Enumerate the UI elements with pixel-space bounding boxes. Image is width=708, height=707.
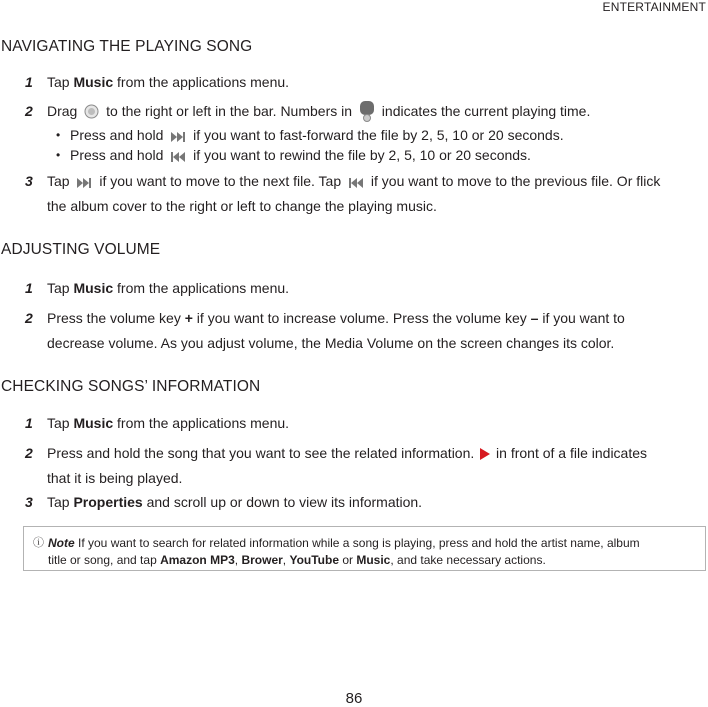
section-title-adjusting-volume: ADJUSTING VOLUME — [1, 241, 161, 258]
brower-option: Brower — [241, 553, 283, 567]
note-box — [23, 526, 706, 571]
step-text: Drag to the right or left in the bar. Numbers in indicates the current playing time. — [47, 99, 697, 124]
step-text: Tap Music from the applications menu. — [47, 415, 290, 431]
step-item — [0, 169, 700, 219]
section-header-label: ENTERTAINMENT — [602, 0, 706, 14]
music-menu-label: Music — [73, 280, 114, 296]
info-icon: ⓘ — [33, 537, 44, 549]
music-option: Music — [356, 553, 391, 567]
volume-down-symbol: – — [530, 310, 539, 326]
properties-menu-label: Properties — [73, 494, 143, 510]
step-number: 1 — [25, 280, 33, 296]
step-text: Press and hold the song that you want to see the related information. in front of a file indicates that it is being played. — [47, 445, 648, 486]
section-title-checking-songs: CHECKING SONGS’ INFORMATION — [1, 378, 261, 395]
progress-handle-icon — [84, 104, 99, 119]
playing-time-bubble-icon — [359, 100, 375, 122]
step-number: 3 — [25, 173, 33, 189]
section-title-navigating: NAVIGATING THE PLAYING SONG — [1, 38, 253, 55]
music-menu-label: Music — [73, 74, 114, 90]
next-track-icon — [76, 177, 92, 189]
volume-up-symbol: + — [184, 310, 193, 326]
fast-forward-icon — [170, 131, 186, 143]
bullet-dot: • — [56, 128, 61, 142]
bullet-dot: • — [56, 148, 61, 162]
youtube-option: YouTube — [289, 553, 339, 567]
step-number: 2 — [25, 310, 33, 326]
step-item — [0, 441, 700, 491]
step-number: 2 — [25, 445, 33, 461]
amazon-mp3-option: Amazon MP3 — [160, 553, 235, 567]
note-label: Note — [48, 536, 75, 550]
step-text: Press the volume key + if you want to increase volume. Press the volume key – if you want to decrease volume. As you adjust volume, the Media Volume on the screen changes its color. — [47, 310, 625, 351]
step-text: Tap Music from the applications menu. — [47, 74, 290, 90]
step-text: Tap if you want to move to the next file. Tap if you want to move to the previous file. Or flick the album cover to the right or left to change the playing music. — [47, 173, 661, 214]
step-number: 1 — [25, 415, 33, 431]
note-line-1: Note If you want to search for related information while a song is playing, press and hold the artist name, album — [48, 536, 640, 550]
step-number: 2 — [25, 103, 33, 119]
bullet-text: Press and hold if you want to fast-forward the file by 2, 5, 10 or 20 seconds. — [70, 127, 564, 143]
now-playing-icon — [479, 447, 491, 461]
note-line-2: title or song, and tap Amazon MP3, Brower, YouTube or Music, and take necessary actions. — [48, 553, 546, 567]
step-text: Tap Properties and scroll up or down to view its information. — [47, 494, 423, 510]
step-text: Tap Music from the applications menu. — [47, 280, 290, 296]
step-number: 3 — [25, 494, 33, 510]
rewind-icon — [170, 151, 186, 163]
step-item — [0, 306, 700, 356]
bullet-text: Press and hold if you want to rewind the file by 2, 5, 10 or 20 seconds. — [70, 147, 531, 163]
page-number: 86 — [345, 690, 363, 707]
music-menu-label: Music — [73, 415, 114, 431]
step-number: 1 — [25, 74, 33, 90]
previous-track-icon — [348, 177, 364, 189]
